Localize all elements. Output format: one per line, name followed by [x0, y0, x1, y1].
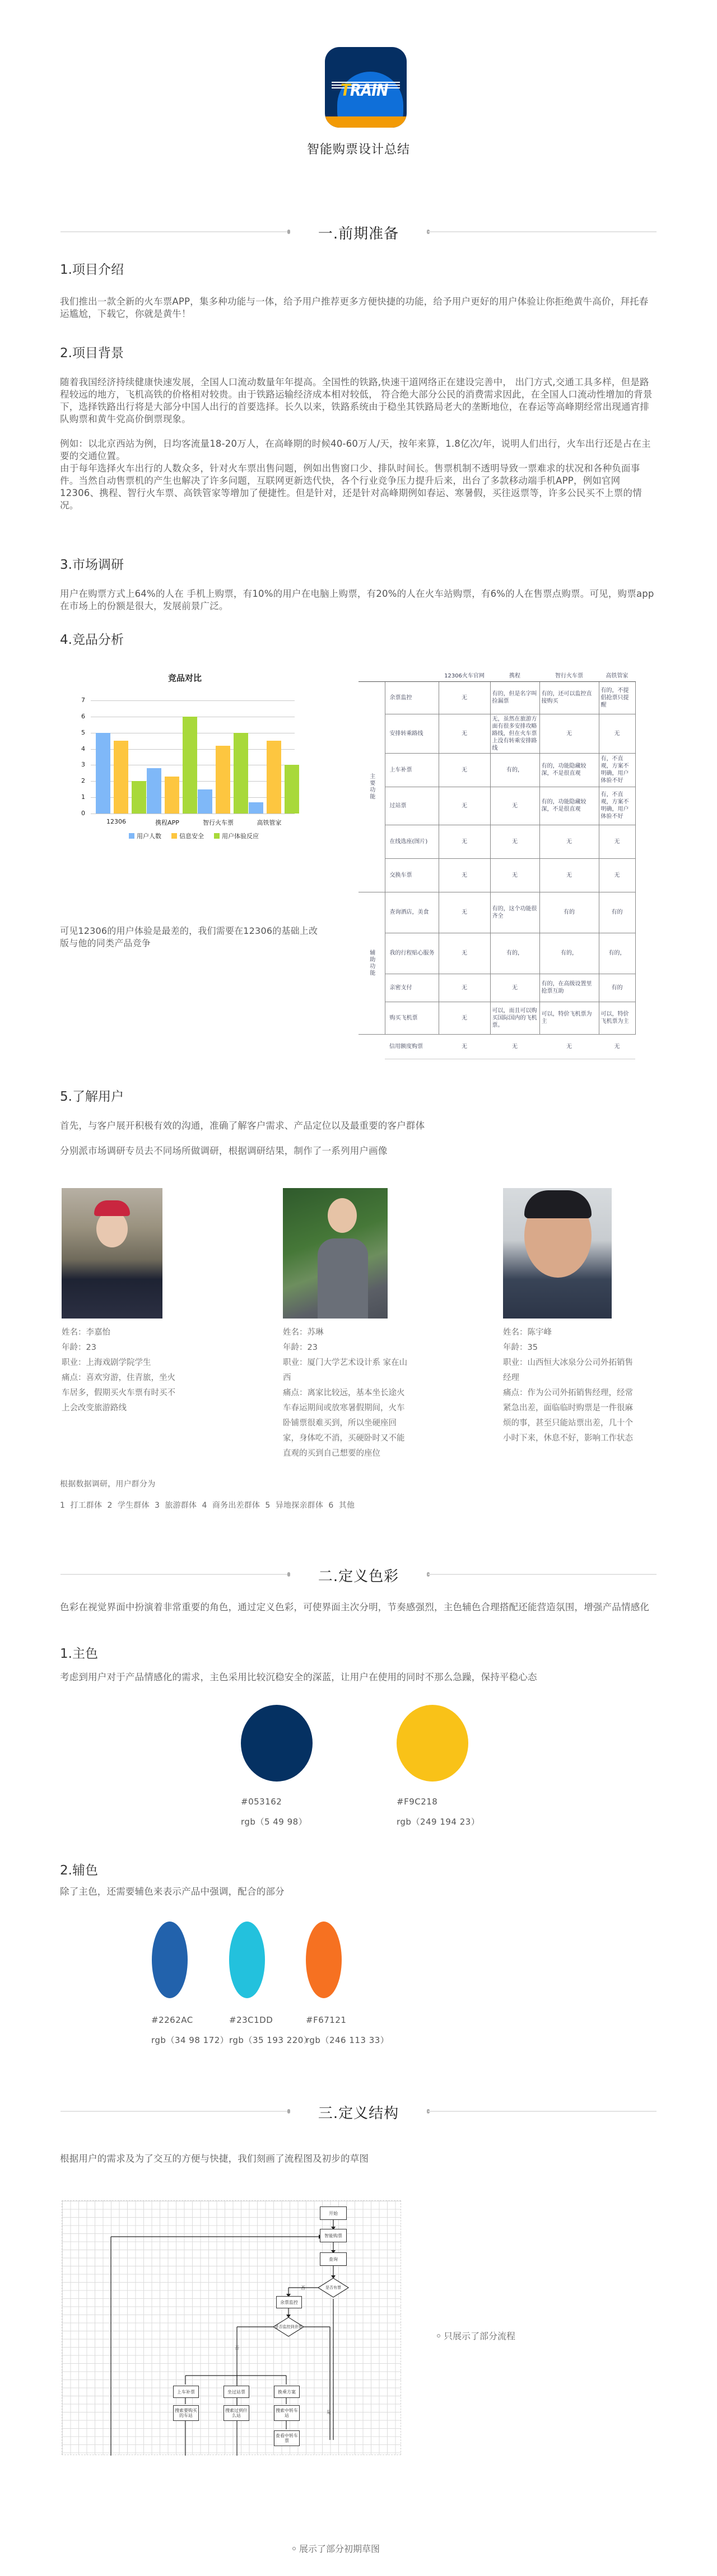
table-row [358, 714, 635, 753]
table-column-header: 智行火车票 [539, 669, 599, 681]
table-cell: 无 [490, 825, 539, 858]
persona-pain: 痛点：作为公司外拓销售经理，经常紧急出差，面临临时购票是一件很麻烦的事，甚至只能站票出差，几十个小时下来，休息不好，影响工作状态 [503, 1388, 633, 1443]
table-cell: 无 [490, 974, 539, 1002]
divider-line [428, 1574, 657, 1575]
chart-title: 竞品对比 [167, 673, 202, 683]
persona-card [283, 1188, 451, 1461]
table-cell: 无 [599, 825, 635, 858]
chart-bar [285, 765, 299, 814]
table-cell: 可以，特价飞机票为主 [599, 1002, 635, 1034]
y-axis-tick: 7 [81, 696, 85, 704]
table-row [358, 1002, 635, 1034]
table-cell: 有，不直观，方案不明确，用户体验不好 [599, 753, 635, 787]
section-title: 一.前期准备 [318, 226, 399, 242]
persona-age: 年龄：23 [62, 1343, 96, 1352]
persona-photo [283, 1188, 388, 1319]
chart-bar [132, 781, 146, 814]
persona-age: 年龄：35 [503, 1343, 538, 1352]
table-row [358, 681, 635, 714]
color-label [397, 1792, 479, 1832]
users-heading: 5.了解用户 [60, 1090, 124, 1104]
secondary-colors-heading: 2.辅色 [60, 1863, 98, 1878]
table-cell: 有的， [539, 933, 599, 974]
chart-legend [129, 831, 259, 840]
table-cell: 有的，这个功能很齐全 [490, 892, 539, 933]
chart-bar [165, 777, 179, 814]
chart-plot-area [81, 696, 295, 826]
table-cell: 无 [599, 714, 635, 753]
section-divider-1 [60, 220, 657, 242]
flow-node-transfer: 换乘方案 [274, 2386, 300, 2398]
background-paragraph-1: 随着我国经济持续健康快速发展，全国人口流动数量年年提高。全国性的铁路,快速干道网络正在建设完善中， 出门方式,交通工具多样，但是路程较远的地方，飞机高铁的价格相对较贵。由于铁路运输经济成本相对较低， 符合绝大部分公民的消费需求因此，在全国人口流动性增加的背景下，选择铁路出行将是大部分中国人出行的首要选择。长久以来，铁路系统由于稳坐其铁路局老大的垄断地位，在春运等高峰期经常出现通宵排队购票和黄牛党高价倒票现象。 [60, 377, 653, 424]
bullet-icon [437, 2334, 440, 2337]
table-row [358, 753, 635, 787]
table-cell: 有，不直观，方案不明确，用户体验不好 [599, 787, 635, 825]
chart-bar [198, 789, 212, 814]
document-title: 智能购票设计总结 [306, 143, 410, 157]
table-row [358, 974, 635, 1002]
table-cell: 无，虽然在旅游方面有很多安排攻略路线，但在火车票上没有转乘安排路线 [490, 714, 539, 753]
app-icon-base [325, 116, 407, 128]
chart-bar [96, 733, 110, 814]
table-row [358, 1034, 635, 1059]
chart-bar [216, 746, 230, 814]
flow-decision-monitor-found: 是否监控到余票 [273, 2317, 304, 2337]
table-cell: 无 [439, 858, 490, 892]
persona-pain: 痛点：离家比较远，基本坐长途火车春运期间或放寒暑假期间，火车卧铺票很难买到，所以坐硬座回家，身体吃不消，买硬卧时又不能直观的买到自己想要的座位 [283, 1388, 405, 1458]
app-icon-logo-text: TRAIN [341, 81, 388, 100]
color-label [151, 2010, 229, 2050]
competitive-conclusion: 可见12306的用户体验是最差的，我们需要在12306的基础上改版与他的同类产品竞争 [60, 925, 318, 948]
persona-name: 姓名：李嘉怡 [62, 1328, 110, 1337]
table-feature-cell: 购买飞机票 [385, 1002, 439, 1034]
table-cell: 有的，还可以监控直接购买 [539, 681, 599, 714]
flow-node-monitor: 余票监控 [276, 2296, 302, 2308]
x-axis-tick: 携程APP [155, 819, 179, 826]
table-feature-cell: 在线选座(图片) [385, 825, 439, 858]
market-body: 用户在购票方式上64%的人在 手机上购票，有10%的用户在电脑上购票，有20%的人在火车站购票，有6%的人在售票点购票。可见，购票app在市场上的份额是很大，发展前景广泛。 [60, 588, 654, 611]
legend-item [171, 831, 204, 840]
table-cell: 无 [539, 858, 599, 892]
table-cell: 有的，功能隐藏较深，不是很直观 [539, 753, 599, 787]
table-cell: 无 [490, 858, 539, 892]
color-swatch-primary-2 [397, 1705, 468, 1782]
table-cell: 无 [439, 825, 490, 858]
legend-swatch [171, 833, 177, 839]
intro-body: 我们推出一款全新的火车票APP，集多种功能与一体，给予用户推荐更多方便快捷的功能，给予用户更好的用户体验让你拒绝黄牛高价，拜托春运尴尬，下载它，你就是黄牛！ [60, 296, 649, 319]
table-column-header: 高铁管家 [599, 669, 635, 681]
structure-intro: 根据用户的需求及为了交互的方便与快捷，我们刻画了流程图及初步的草图 [60, 2153, 369, 2164]
color-hex: #F67121 [306, 2015, 347, 2025]
color-label [306, 2010, 389, 2050]
table-cell: 无 [439, 753, 490, 787]
persona-name: 姓名：苏琳 [283, 1328, 324, 1337]
section-divider-3 [60, 2100, 657, 2122]
comparison-table [358, 669, 635, 1059]
table-cell: 有的， [490, 933, 539, 974]
table-feature-cell: 上车补票 [385, 753, 439, 787]
flow-node-search-transfer: 搜索中转车站 [274, 2405, 300, 2421]
chart-bar [249, 802, 263, 814]
y-axis-tick: 2 [81, 777, 85, 785]
flow-node-view-transfer: 查看中转车票 [274, 2430, 300, 2446]
table-cell: 有的，功能隐藏较深，不是很直观 [539, 787, 599, 825]
table-cell: 有的，在高级设置里抢票互助 [539, 974, 599, 1002]
table-cell: 无 [439, 892, 490, 933]
table-feature-cell: 过站票 [385, 787, 439, 825]
chart-bar [267, 741, 281, 814]
table-cell: 无 [439, 1034, 490, 1059]
svg-text:否: 否 [235, 2345, 239, 2350]
competitor-bar-chart [73, 661, 297, 845]
x-axis-tick: 12306 [106, 818, 126, 825]
chart-bar-group [198, 700, 248, 814]
persona-age: 年龄：23 [283, 1343, 318, 1352]
flowchart [62, 2200, 401, 2455]
table-cell: 无 [439, 681, 490, 714]
legend-label: 信息安全 [179, 833, 204, 840]
table-cell: 无 [539, 714, 599, 753]
table-cell: 无 [599, 858, 635, 892]
y-axis-tick: 4 [81, 745, 85, 752]
color-rgb: rgb（35 193 220） [229, 2035, 313, 2045]
flow-node-query: 查询 [320, 2252, 347, 2266]
chart-bar-group [96, 700, 146, 814]
persona-pain: 痛点：喜欢穷游，住青旅，坐火车居多，假期买火车票有时买不上会改变旅游路线 [62, 1373, 175, 1413]
primary-colors-heading: 1.主色 [60, 1647, 98, 1661]
primary-colors-desc: 考虑到用户对于产品情感化的需求，主色采用比较沉稳安全的深蓝，让用户在使用的同时不那么急躁，保持平稳心态 [60, 1672, 537, 1682]
flow-edge-no: 否 [301, 2285, 305, 2290]
persona-card [62, 1188, 230, 1416]
color-rgb: rgb（249 194 23） [397, 1817, 480, 1827]
chart-bar-group [147, 700, 197, 814]
table-cell: 有的 [599, 974, 635, 1002]
legend-label: 用户体验反应 [222, 833, 259, 840]
x-axis-tick: 高铁管家 [257, 819, 282, 826]
divider-line [428, 2111, 657, 2112]
table-cell: 无 [539, 825, 599, 858]
flow-node-start: 开始 [320, 2206, 347, 2220]
chart-bar [183, 717, 197, 814]
table-cell: 无 [490, 1034, 539, 1059]
background-paragraph-3: 由于每年选择火车出行的人数众多，针对火车票出售问题，例如出售窗口少、排队时间长。售票机制不透明导致一票难求的状况和各种负面事件。当然自动售票机的产生也解决了许多问题，互联网更新迭代快，各个行业竞争压力提升后来，出台了多款移动端手机APP，例如官网12306、携程、智行火车票、高铁管家等增加了便捷性。但是针对，还是针对高峰期例如春运、寒暑假，买往返票等，许多公民买不上票的情况。 [60, 463, 642, 511]
flow-node-pass-station: 坐过站票 [224, 2386, 249, 2398]
table-header-row [358, 669, 635, 681]
y-axis-tick: 3 [81, 761, 85, 769]
section-title: 三.定义结构 [318, 2105, 399, 2122]
x-axis-tick: 智行火车票 [203, 819, 234, 826]
section-divider-2 [60, 1563, 657, 1585]
users-paragraph-1: 首先，与客户展开积极有效的沟通，准确了解客户需求、产品定位以及最重要的客户群体 [60, 1120, 425, 1131]
persona-photo [503, 1188, 612, 1319]
table-feature-cell: 安排转乘路线 [385, 714, 439, 753]
table-cell: 有的 [599, 892, 635, 933]
color-swatch-secondary-3 [306, 1922, 342, 1998]
table-feature-cell: 余票监控 [385, 681, 439, 714]
y-axis-tick: 0 [81, 810, 85, 817]
table-column-header: 12306火车官网 [439, 669, 490, 681]
table-cell: 有的，但是名字叫捡漏票 [490, 681, 539, 714]
color-swatch-primary-1 [241, 1705, 313, 1782]
background-heading: 2.项目背景 [60, 346, 124, 361]
y-axis-tick: 5 [81, 728, 85, 736]
persona-job: 职业：厦门大学艺术设计系 家在山西 [283, 1358, 408, 1382]
legend-item [129, 831, 161, 840]
background-paragraph-2: 例如：以北京西站为例，日均客流量18-20万人，在高峰期的时候40-60万人/天，按年来算，1.8亿次/年，说明人们出行，火车出行还是占在主要的交通位置。 [60, 438, 651, 461]
color-label [241, 1792, 307, 1832]
table-feature-cell: 信用额度购票 [385, 1034, 439, 1059]
y-axis-tick: 6 [81, 712, 85, 720]
section-title: 二.定义色彩 [318, 1568, 399, 1585]
table-row [358, 858, 635, 892]
persona-card [503, 1188, 671, 1446]
table-cell: 无 [439, 1002, 490, 1034]
legend-swatch [214, 833, 220, 839]
chart-bar [234, 733, 248, 814]
flow-node-smart-buy: 智能购票 [320, 2229, 347, 2242]
color-rgb: rgb（246 113 33） [306, 2035, 389, 2045]
legend-label: 用户人数 [137, 833, 161, 840]
sketch-caption: 展示了部分初期草图 [292, 2542, 380, 2555]
persona-name: 姓名：陈宇峰 [503, 1328, 552, 1337]
user-groups-intro: 根据数据调研，用户群分为 [60, 1480, 156, 1489]
table-cell: 无 [599, 1034, 635, 1059]
users-paragraph-2: 分别派市场调研专员去不同场所做调研，根据调研结果，制作了一系列用户画像 [60, 1146, 388, 1156]
color-rgb: rgb（34 98 172） [151, 2035, 229, 2045]
y-axis-tick: 1 [81, 793, 85, 801]
flow-decision-has-ticket: 是否有票 [318, 2278, 349, 2298]
intro-heading: 1.项目介绍 [60, 263, 124, 277]
persona-photo [62, 1188, 162, 1319]
color-hex: #F9C218 [397, 1797, 438, 1807]
legend-item [214, 831, 259, 840]
color-hex: #053162 [241, 1797, 282, 1807]
chart-bar-group [249, 700, 299, 814]
table-cell: 无 [439, 933, 490, 974]
flow-caption: 只展示了部分流程 [437, 2329, 515, 2342]
table-feature-cell: 亲密支付 [385, 974, 439, 1002]
color-swatch-secondary-2 [229, 1922, 265, 1998]
persona-job: 职业：上海戏剧学院学生 [62, 1358, 151, 1367]
table-feature-cell: 交换车票 [385, 858, 439, 892]
table-row [358, 892, 635, 933]
bullet-icon [292, 2547, 296, 2550]
table-cell: 有的，不提倡抢票只提醒 [599, 681, 635, 714]
svg-text:是: 是 [327, 2410, 331, 2415]
colors-intro: 色彩在视觉界面中扮演着非常重要的角色，通过定义色彩，可使界面主次分明，节奏感强烈，主色辅色合理搭配还能营造氛围，增强产品情感化 [60, 1602, 650, 1612]
table-cell: 无 [439, 787, 490, 825]
table-cell: 有的 [539, 892, 599, 933]
user-groups-list: 1 打工群体 2 学生群体 3 旅游群体 4 商务出差群体 5 异地探亲群体 6 其他 [60, 1501, 355, 1510]
persona-job: 职业：山西恒大冰泉分公司外拓销售经理 [503, 1358, 633, 1382]
table-cell: 可以，而且可以购买国际国内的飞机票。 [490, 1002, 539, 1034]
table-feature-cell: 查询酒店，美食 [385, 892, 439, 933]
legend-swatch [129, 833, 134, 839]
competitive-heading: 4.竞品分析 [60, 633, 124, 647]
table-cell: 可以，特价飞机票为主 [539, 1002, 599, 1034]
app-icon [325, 47, 407, 128]
table-row [358, 825, 635, 858]
table-cell: 有的， [490, 753, 539, 787]
flow-node-supplement: 上车补票 [173, 2386, 199, 2398]
table-cell: 无 [539, 1034, 599, 1059]
color-hex: #23C1DD [229, 2015, 273, 2025]
divider-line [428, 231, 657, 232]
table-column-header: 携程 [490, 669, 539, 681]
chart-bar [147, 768, 161, 814]
table-row [358, 933, 635, 974]
color-hex: #2262AC [151, 2015, 193, 2025]
table-feature-cell: 我的行程贴心服务 [385, 933, 439, 974]
color-rgb: rgb（5 49 98） [241, 1817, 308, 1827]
table-cell: 有的， [599, 933, 635, 974]
chart-bar [114, 741, 128, 814]
table-cell: 无 [439, 974, 490, 1002]
table-group-label: 辅助功能 [358, 892, 385, 1034]
color-label [229, 2010, 312, 2050]
secondary-colors-desc: 除了主色，还需要辅色来表示产品中强调，配合的部分 [60, 1886, 285, 1897]
table-cell: 无 [439, 714, 490, 753]
market-heading: 3.市场调研 [60, 558, 124, 572]
table-cell: 无 [490, 787, 539, 825]
color-swatch-secondary-1 [152, 1922, 188, 1998]
table-row [358, 787, 635, 825]
table-group-label: 主要功能 [358, 681, 385, 892]
flow-node-search-to: 搜索过到什么站 [224, 2405, 249, 2421]
flow-node-search-buy: 搜索要购买的车站 [173, 2405, 199, 2421]
